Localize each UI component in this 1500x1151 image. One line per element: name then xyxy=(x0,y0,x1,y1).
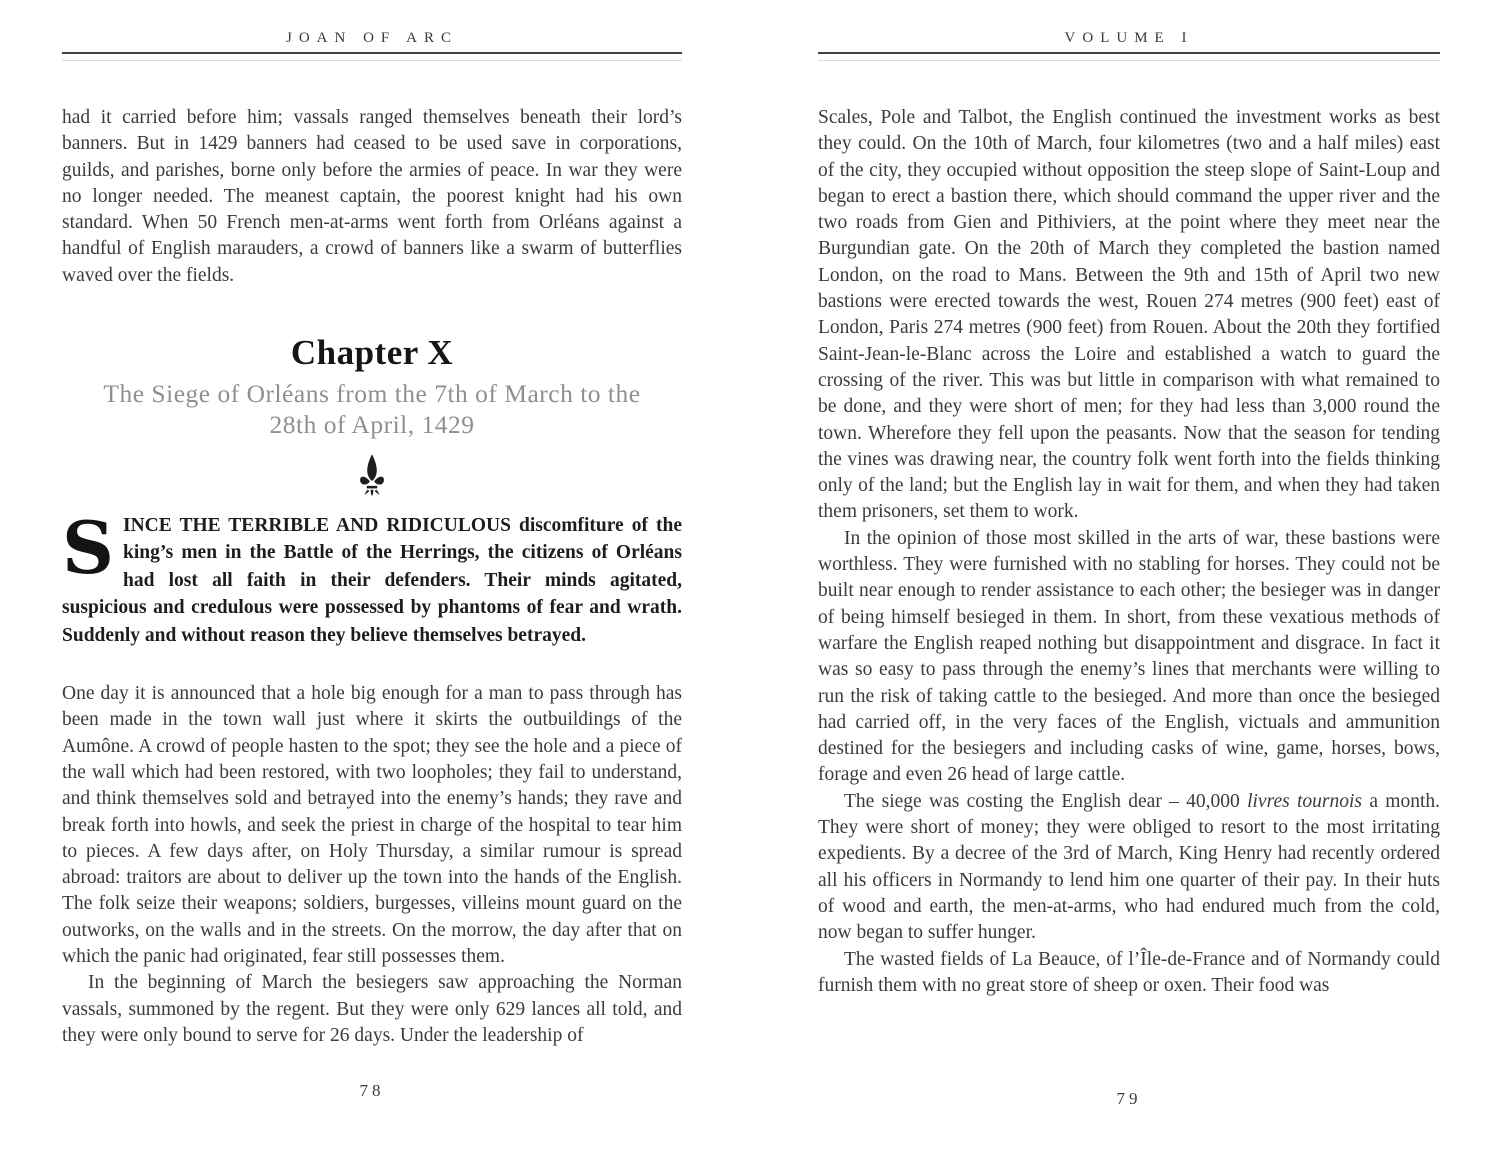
paragraph xyxy=(818,789,1440,947)
intro-rest: discomfiture of the king’s men in the Battle of the Herrings, the citizens of Orléans had lost all faith in their defenders. Their minds agitated, suspicious and credulous were possessed by phantoms of fear and wrath. Suddenly and without reason they believe themselves betrayed. xyxy=(62,515,682,646)
chapter-intro xyxy=(62,505,682,649)
page-number: 79 xyxy=(1116,1089,1142,1108)
chapter-subtitle-line2: 28th of April, 1429 xyxy=(269,410,475,440)
chapter-subtitle-line1: The Siege of Orléans from the 7th of March to the xyxy=(103,379,641,409)
paragraph: In the opinion of those most skilled in the arts of war, these bastions were worthless. They were furnished with no stabling for horses. They could not be built near enough to render assistance to each other; the besieger was in danger of being himself besieged in them. In short, from these vexatious methods of warfare the English reaped nothing but disappointment and disgrace. In fact it was so easy to pass through the enemy’s lines that merchants were willing to run the risk of taking cattle to the besieged. And more than once the besieged had carried off, in the very faces of the English, victuals and ammunition destined for the besiegers and including casks of wine, game, horses, bows, forage and even 26 head of large cattle. xyxy=(818,527,1440,786)
siege-paragraph-before: The siege was costing the English dear – 40,000 xyxy=(844,790,1248,812)
left-page-header xyxy=(62,0,682,61)
paragraph: In the beginning of March the besiegers saw approaching the Norman vassals, summoned by the regent. But they were only 629 lances all told, and they were only bound to serve for 26 days. Under the leadership of xyxy=(62,972,682,1046)
drop-cap: S xyxy=(62,505,114,591)
header-rule-dark xyxy=(818,52,1440,54)
paragraph: had it carried before him; vassals ranged themselves beneath their lord’s banners. But in 1429 banners had ceased to be used save in corporations, guilds, and parishes, borne only before the armies of peace. In war they were no longer needed. The meanest captain, the poorest knight had his own standard. When 50 French men-at-arms went forth from Orléans against a handful of English marauders, a crowd of banners like a swarm of butterflies waved over the fields. xyxy=(62,107,682,286)
paragraph: Scales, Pole and Talbot, the English continued the investment works as best they could. On the 10th of March, four kilometres (two and a half miles) east of the city, they occupied without opposition the steep slope of Saint-Loup and began to erect a bastion there, which should command the upper river and the two roads from Gien and Pithiviers, at the point where they meet near the Burgundian gate. On the 20th of March they completed the bastion named London, on the road to Mans. Between the 9th and 15th of April two new bastions were erected towards the west, Rouen 274 metres (900 feet) east of London, Paris 274 metres (900 feet) from Rouen. About the 20th they fortified Saint-Jean-le-Blanc across the Loire and established a watch to guard the crossing of the river. This was but little in comparison with what remained to be done, and they were short of men; for they had less than 3,000 round the town. Wherefore they fell upon the peasants. Now that the season for tending the vines was drawing near, the country folk went forth into the fields thinking only of the land; but the English lay in wait for them, and when they had taken them prisoners, set them to work. xyxy=(818,107,1440,523)
running-head-right: VOLUME I xyxy=(1064,30,1194,46)
fleur-de-lis-icon xyxy=(359,454,385,496)
header-rule-dark xyxy=(62,52,682,54)
right-page-header xyxy=(818,0,1440,61)
siege-paragraph-after: a month. They were short of money; they were obliged to resort to the most irritating expedients. By a decree of the 3rd of March, King Henry had recently ordered all his officers in Normandy to lend him one quarter of their pay. In their huts of wood and earth, the men-at-arms, who had endured much from the cold, now began to suffer hunger. xyxy=(818,790,1440,944)
paragraph: One day it is announced that a hole big enough for a man to pass through has been made in the town wall just where it skirts the outbuildings of the Aumône. A crowd of people hasten to the spot; they see the hole and a piece of the wall which had been restored, with two loopholes; they fail to understand, and think themselves sold and betrayed into the enemy’s hands; they rave and break forth into howls, and seek the priest in charge of the hospital to tear him to pieces. A few days after, on Holy Thursday, a similar rumour is spread abroad: traitors are about to deliver up the town into the hands of the English. The folk seize their weapons; soldiers, burgesses, villeins mount guard on the outworks, on the walls and in the streets. On the morrow, the day after that on which the panic had originated, fear still possesses them. xyxy=(62,683,682,968)
chapter-subtitle xyxy=(62,378,682,440)
header-rule-light xyxy=(62,60,682,61)
chapter-title: Chapter X xyxy=(290,333,454,373)
page-number: 78 xyxy=(359,1081,385,1100)
paragraph: The wasted fields of La Beauce, of l’Île-de-France and of Normandy could furnish them with no great store of sheep or oxen. Their food was xyxy=(818,948,1440,996)
right-page xyxy=(818,0,1440,1151)
left-page xyxy=(62,0,682,1151)
running-head-left: JOAN OF ARC xyxy=(285,30,459,46)
chapter-ornament xyxy=(62,454,682,500)
header-rule-light xyxy=(818,60,1440,61)
intro-lead-caps: INCE THE TERRIBLE AND RIDICULOUS xyxy=(123,515,511,537)
siege-paragraph-italic: livres tournois xyxy=(1247,790,1363,812)
